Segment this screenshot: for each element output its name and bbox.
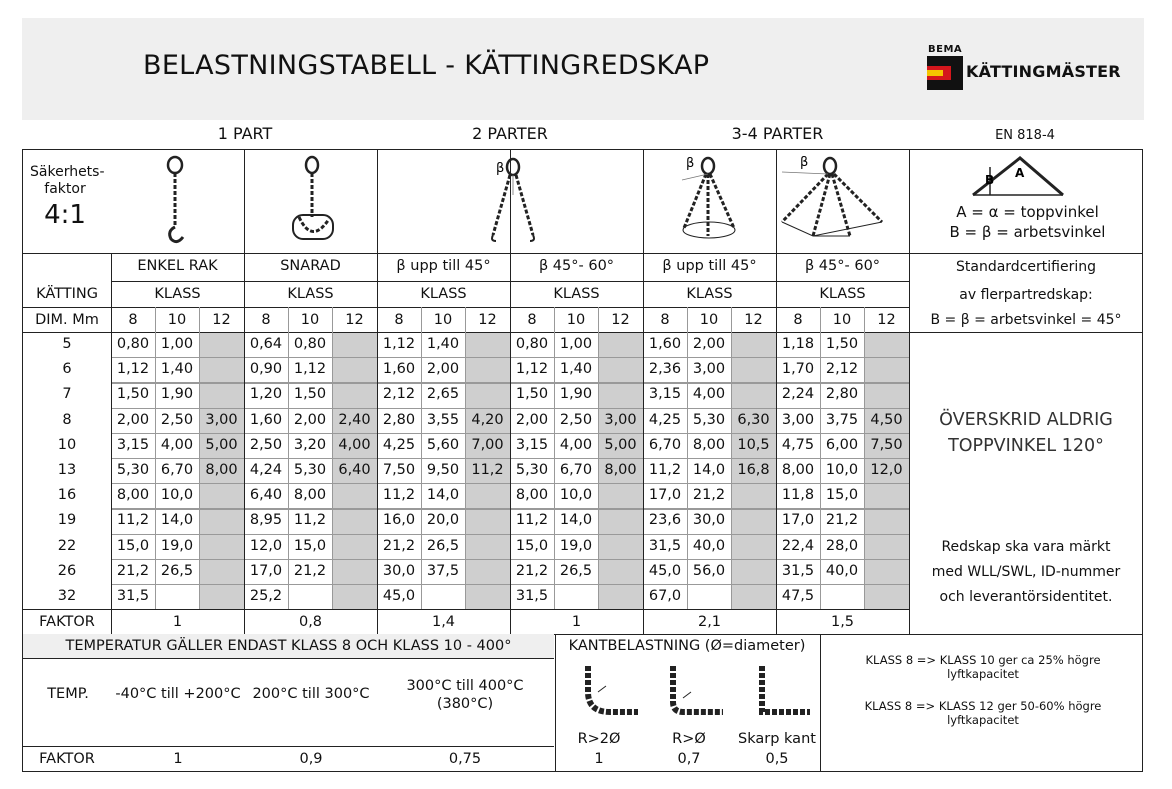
load-value: 1,00 [160,336,194,352]
class-number: 12 [478,312,497,328]
load-value: 1,70 [781,361,815,378]
load-value: 5,30 [515,462,549,478]
load-value: 6,30 [737,411,770,428]
dim-value: 19 [57,512,77,529]
factor-value: 1,5 [830,614,855,630]
logo-top-text: BEMA [928,44,963,55]
load-value: 31,5 [648,537,682,554]
class-number: 8 [394,312,404,328]
col-divider [909,149,910,634]
load-value: 0,90 [249,361,283,378]
group-header: ENKEL RAK [137,258,218,274]
load-value: 4,00 [559,436,593,453]
load-value: 4,00 [692,386,726,403]
load-value: 4,25 [382,436,416,453]
load-value: 6,70 [160,462,194,478]
temp-range-3: 300°C till 400°C [406,678,524,694]
factor-value: 0,8 [298,614,323,630]
load-value: 1,60 [249,411,283,428]
formula-beta: B = β = arbetsvinkel [949,223,1106,241]
col-divider [820,634,821,772]
load-value: 16,0 [382,512,416,529]
load-value: 8,00 [604,462,637,478]
svg-text:β: β [496,161,505,176]
load-value: 2,50 [160,411,194,428]
load-value: 11,2 [382,487,416,504]
load-value: 4,75 [781,436,815,453]
load-value: 17,0 [249,562,283,579]
load-value: 2,00 [293,411,327,428]
load-value: 6,40 [249,487,283,504]
dim-header: DIM. Mm [35,312,99,328]
row-divider [23,746,554,747]
subcol-divider [598,307,599,609]
load-value: 31,5 [116,588,150,604]
load-value: 9,50 [426,462,460,478]
load-value: 2,24 [781,386,815,403]
klass-header: KLASS [420,286,467,302]
load-value: 7,50 [870,436,903,453]
load-value: 17,0 [648,487,682,504]
load-value: 4,20 [471,411,504,428]
load-value: 5,30 [116,462,150,478]
edge-title: KANTBELASTNING (Ø=diameter) [568,638,806,654]
load-value: 10,5 [737,436,770,453]
group-header: β 45°- 60° [538,258,615,274]
dim-value: 5 [62,336,72,352]
safety-factor-value: 4:1 [44,200,86,230]
load-value: 19,0 [160,537,194,554]
load-value: 11,2 [648,462,682,478]
load-value: 2,12 [382,386,416,403]
class-note-2: KLASS 8 => KLASS 12 ger 50-60% högre [864,699,1102,713]
cert-note-line3: B = β = arbetsvinkel = 45° [930,312,1122,328]
load-value: 8,00 [293,487,327,504]
section-34-parter: 3-4 PARTER [731,124,824,143]
dim-value: 26 [57,562,77,579]
load-value: 2,12 [825,361,859,378]
load-value: 1,12 [515,361,549,378]
load-value: 17,0 [781,512,815,529]
klass-header: KLASS [154,286,201,302]
load-value: 4,00 [338,436,371,453]
load-value: 45,0 [648,562,682,579]
factor-label: FAKTOR [39,614,95,630]
class-note-1: KLASS 8 => KLASS 10 ger ca 25% högre [865,653,1101,667]
load-value: 8,00 [205,462,238,478]
cert-note-line1: Standardcertifiering [956,259,1096,275]
dim-value: 6 [62,361,72,378]
class-number: 12 [345,312,364,328]
load-value: 37,5 [426,562,460,579]
group-header: β upp till 45° [396,258,491,274]
load-value: 8,00 [515,487,549,504]
factor-value: 1 [571,614,582,630]
load-value: 1,50 [293,386,327,403]
class-note-1-cont: lyftkapacitet [947,667,1019,681]
row-divider [23,658,554,659]
class-number: 12 [212,312,231,328]
factor-value: 2,1 [697,614,722,630]
row-divider [23,253,1143,254]
temp-title: TEMPERATUR GÄLLER ENDAST KLASS 8 OCH KLASS 10 - 400° [65,638,512,654]
load-value: 14,0 [559,512,593,529]
subcol-divider [199,307,200,609]
dim-value: 7 [62,386,72,403]
load-value: 31,5 [515,588,549,604]
class-number: 8 [793,312,803,328]
load-value: 11,2 [515,512,549,529]
load-value: 0,80 [515,336,549,352]
load-value: 12,0 [870,462,903,478]
standard-label: EN 818-4 [995,128,1055,143]
svg-text:β: β [800,155,809,170]
load-value: 3,00 [205,411,238,428]
load-value: 2,00 [116,411,150,428]
load-value: 5,30 [692,411,726,428]
load-value: 3,55 [426,411,460,428]
load-value: 2,00 [692,336,726,352]
load-value: 1,50 [825,336,859,352]
dim-value: 22 [57,537,77,554]
load-value: 2,80 [382,411,416,428]
svg-text:B: B [985,173,995,187]
temp-range-2: 200°C till 300°C [252,686,370,702]
load-value: 3,00 [604,411,637,428]
marking-note-line1: Redskap ska vara märkt [941,539,1111,555]
load-value: 15,0 [825,487,859,504]
factor-value: 1 [172,614,183,630]
load-value: 3,15 [648,386,682,403]
load-value: 15,0 [116,537,150,554]
load-value: 6,70 [559,462,593,478]
load-value: 11,2 [293,512,327,529]
load-value: 5,00 [604,436,637,453]
load-value: 40,0 [692,537,726,554]
two-leg-chain-icon [483,155,543,245]
svg-text:β: β [686,156,695,171]
cert-note-line2: av flerpartredskap: [959,287,1093,303]
group-header: β upp till 45° [662,258,757,274]
load-value: 6,00 [825,436,859,453]
load-value: 6,40 [338,462,371,478]
load-value: 2,00 [515,411,549,428]
load-value: 2,36 [648,361,682,378]
class-number: 8 [527,312,537,328]
load-value: 26,5 [160,562,194,579]
temp-label: TEMP. [47,686,89,702]
edge-case-1: R>2Ø [577,731,621,747]
subcol-divider [731,307,732,609]
formula-alpha: A = α = toppvinkel [956,203,1099,221]
load-value: 23,6 [648,512,682,529]
load-value: 2,65 [426,386,460,403]
load-value: 10,0 [559,487,593,504]
temp-factor-3: 0,75 [448,751,482,767]
load-value: 3,75 [825,411,859,428]
load-value: 5,00 [205,436,238,453]
load-value: 40,0 [825,562,859,579]
subcol-divider [465,307,466,609]
load-value: 3,15 [116,436,150,453]
load-value: 21,2 [382,537,416,554]
load-value: 1,50 [116,386,150,403]
load-value: 7,00 [471,436,504,453]
section-1-part: 1 PART [217,124,273,143]
load-value: 1,40 [559,361,593,378]
choker-chain-icon [285,155,345,245]
load-value: 26,5 [559,562,593,579]
warning-line1: ÖVERSKRID ALDRIG [939,410,1113,430]
load-value: 3,15 [515,436,549,453]
load-value: 1,90 [559,386,593,403]
temp-factor-1: 1 [173,751,183,767]
load-value: 21,2 [293,562,327,579]
group-header: β 45°- 60° [804,258,881,274]
load-value: 1,60 [382,361,416,378]
edge-case-3: Skarp kant [738,731,816,747]
class-number: 10 [433,312,453,328]
load-value: 30,0 [382,562,416,579]
temp-range-1: -40°C till +200°C [115,686,241,702]
dim-value: 32 [57,588,77,604]
class-number: 10 [167,312,187,328]
load-value: 19,0 [559,537,593,554]
load-value: 2,50 [249,436,283,453]
load-value: 15,0 [515,537,549,554]
load-value: 21,2 [515,562,549,579]
load-value: 30,0 [692,512,726,529]
temp-factor-2: 0,9 [299,751,323,767]
load-value: 1,40 [426,336,460,352]
class-note-2-cont: lyftkapacitet [947,713,1019,727]
load-value: 1,00 [559,336,593,352]
edge-factor-3: 0,5 [765,751,789,767]
load-value: 6,70 [648,436,682,453]
four-leg-chain-icon [778,152,888,244]
load-value: 21,2 [692,487,726,504]
load-value: 12,0 [249,537,283,554]
load-value: 22,4 [781,537,815,554]
load-value: 16,8 [737,462,770,478]
katting-header: KÄTTING [36,286,98,302]
load-value: 5,30 [293,462,327,478]
group-header: SNARAD [280,258,341,274]
load-value: 1,20 [249,386,283,403]
class-number: 10 [832,312,852,328]
temp-range-3-note: (380°C) [436,696,494,712]
load-value: 15,0 [293,537,327,554]
load-value: 28,0 [825,537,859,554]
class-number: 10 [566,312,586,328]
load-value: 1,60 [648,336,682,352]
edge-factor-1: 1 [594,751,604,767]
load-value: 26,5 [426,537,460,554]
dim-value: 8 [62,411,72,428]
load-value: 4,25 [648,411,682,428]
load-value: 4,50 [870,411,903,428]
load-value: 2,80 [825,386,859,403]
load-value: 2,50 [559,411,593,428]
dim-value: 16 [57,487,77,504]
load-value: 0,64 [249,336,283,352]
col-divider [555,634,556,772]
load-value: 0,80 [116,336,150,352]
class-number: 12 [744,312,763,328]
load-value: 7,50 [382,462,416,478]
subcol-divider [332,307,333,609]
safety-factor-label: Säkerhets- faktor [30,164,105,197]
single-chain-icon [155,155,200,245]
class-number: 12 [611,312,630,328]
class-number: 8 [128,312,138,328]
edge-case-2: R>Ø [672,731,706,747]
load-value: 56,0 [692,562,726,579]
class-number: 8 [261,312,271,328]
load-value: 2,40 [338,411,371,428]
edge-factor-2: 0,7 [677,751,701,767]
marking-note-line2: med WLL/SWL, ID-nummer [931,564,1121,580]
load-value: 21,2 [825,512,859,529]
class-number: 10 [300,312,320,328]
load-value: 5,60 [426,436,460,453]
load-value: 10,0 [160,487,194,504]
dim-value: 13 [57,462,77,478]
class-number: 10 [699,312,719,328]
marking-note-line3: och leverantörsidentitet. [939,589,1113,605]
load-value: 8,00 [781,462,815,478]
load-value: 67,0 [648,588,682,604]
load-value: 1,40 [160,361,194,378]
load-value: 47,5 [781,588,815,604]
load-value: 3,00 [692,361,726,378]
load-value: 0,80 [293,336,327,352]
page-title: BELASTNINGSTABELL - KÄTTINGREDSKAP [143,50,710,81]
load-value: 31,5 [781,562,815,579]
klass-header: KLASS [686,286,733,302]
load-value: 4,24 [249,462,283,478]
load-value: 8,00 [116,487,150,504]
load-value: 4,00 [160,436,194,453]
logo-mark-icon [927,56,965,90]
warning-line2: TOPPVINKEL 120° [948,436,1104,456]
load-value: 45,0 [382,588,416,604]
load-value: 2,00 [426,361,460,378]
temp-factor-label: FAKTOR [39,751,95,767]
three-leg-chain-icon [678,152,743,244]
load-value: 1,18 [781,336,815,352]
load-value: 3,20 [293,436,327,453]
class-number: 8 [660,312,670,328]
load-value: 1,50 [515,386,549,403]
load-value: 8,00 [692,436,726,453]
logo-text: KÄTTINGMÄSTER [966,62,1121,81]
edge-radius-2d-icon [580,662,640,724]
class-number: 12 [877,312,896,328]
subcol-divider [864,307,865,609]
row-divider [23,332,1143,333]
section-2-parter: 2 PARTER [472,124,548,143]
load-value: 1,12 [116,361,150,378]
load-value: 11,2 [471,462,504,478]
load-value: 11,8 [781,487,815,504]
load-value: 1,12 [382,336,416,352]
load-value: 21,2 [116,562,150,579]
load-value: 8,95 [249,512,283,529]
load-value: 14,0 [160,512,194,529]
klass-header: KLASS [553,286,600,302]
load-value: 14,0 [692,462,726,478]
klass-header: KLASS [819,286,866,302]
svg-text:A: A [1015,166,1025,180]
load-value: 25,2 [249,588,283,604]
edge-radius-d-icon [665,662,725,724]
angle-diagram-icon [965,155,1065,200]
dim-value: 10 [57,436,77,453]
edge-sharp-icon [752,662,812,724]
klass-header: KLASS [287,286,334,302]
load-value: 1,12 [293,361,327,378]
load-value: 10,0 [825,462,859,478]
load-value: 3,00 [781,411,815,428]
load-value: 1,90 [160,386,194,403]
load-value: 20,0 [426,512,460,529]
load-value: 14,0 [426,487,460,504]
factor-value: 1,4 [431,614,456,630]
load-value: 11,2 [116,512,150,529]
